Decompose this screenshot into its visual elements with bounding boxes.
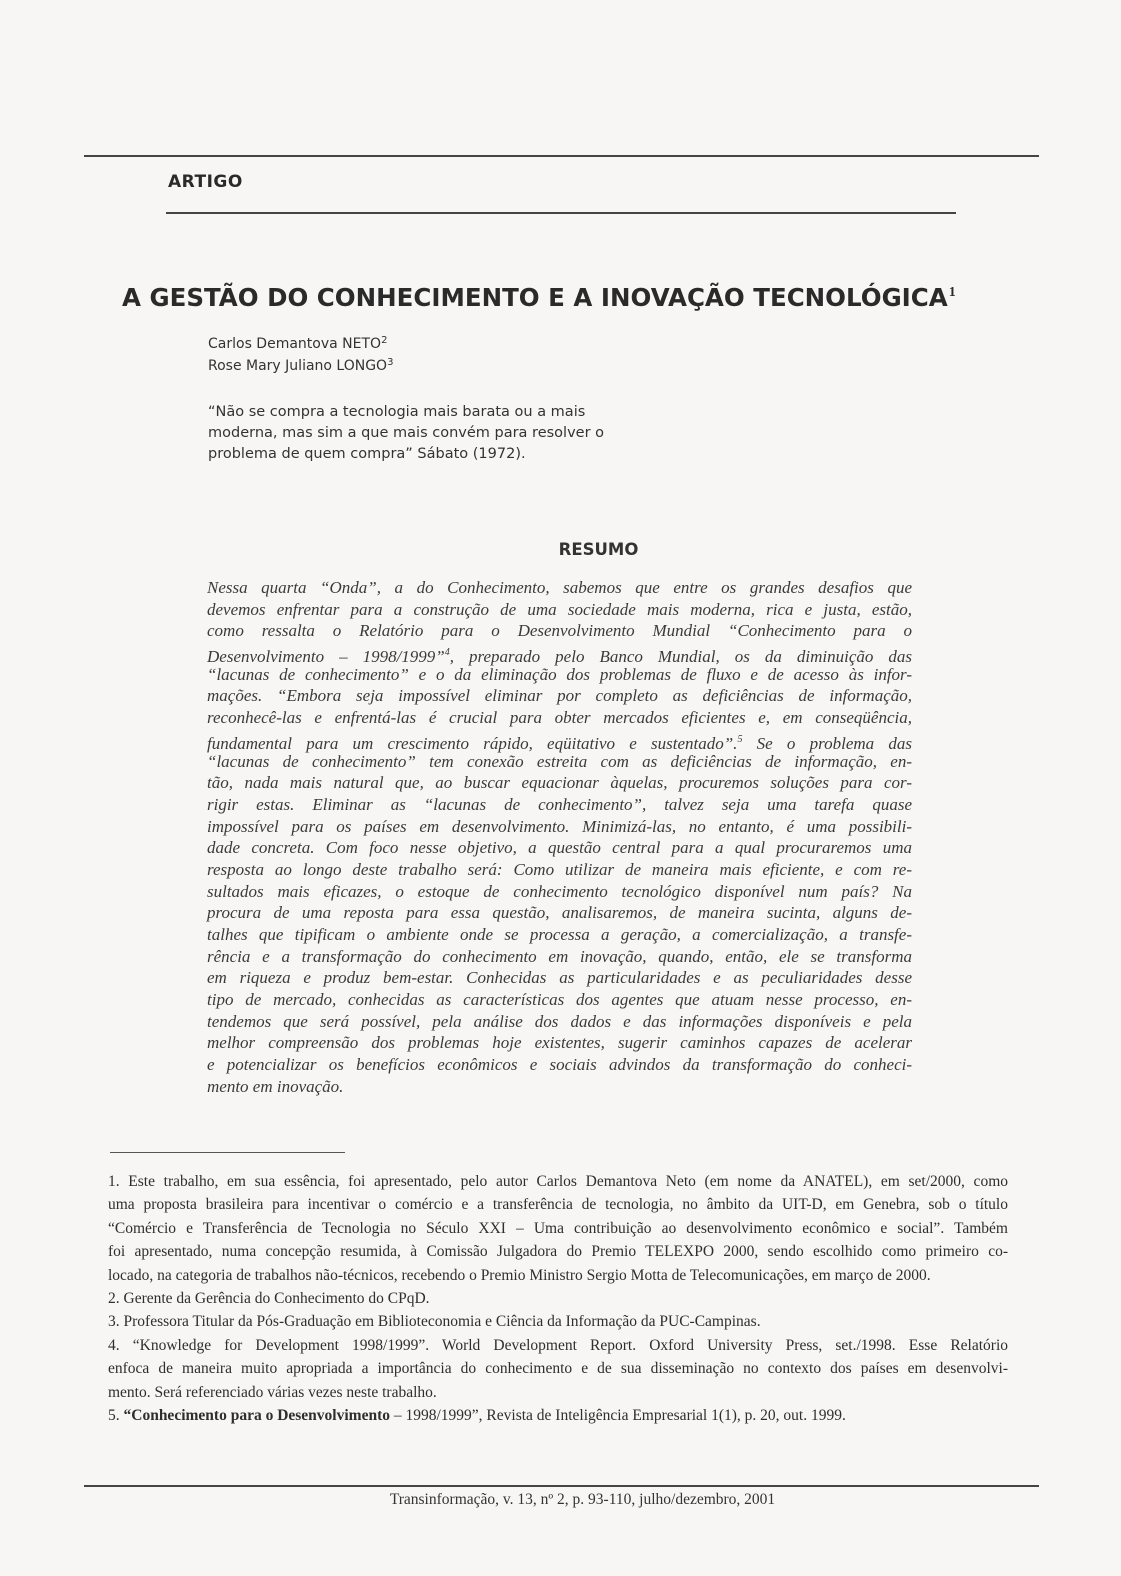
abstract-footnote-marker: 5: [737, 733, 743, 745]
abstract-line: talhes que tipificam o ambiente onde se processa a geração, a comercialização, a transfe-: [207, 925, 912, 944]
abstract-line: mento em inovação.: [207, 1076, 344, 1096]
abstract-heading-text: RESUMO: [558, 540, 639, 559]
footnote-part: – 1998/1999”, Revista de Inteligência Empresarial 1(1), p. 20, out. 1999.: [390, 1406, 846, 1424]
abstract-line: e potencializar os benefícios econômicos e sociais advindos da transformação do conheci-: [207, 1055, 912, 1075]
footnote-line: 1. Este trabalho, em sua essência, foi apresentado, pelo autor Carlos Demantova Neto (em nome da ANATEL), em set/2000, como: [108, 1173, 1008, 1190]
abstract-line: “lacunas de conhecimento” tem conexão estreita com as deficiências de informação, en-: [207, 751, 912, 771]
footnote-line: 2. Gerente da Gerência do Conhecimento do CPqD.: [108, 1289, 430, 1307]
abstract-line: em riqueza e produz bem-estar. Conhecidas as particularidades e as peculiaridades desse: [207, 968, 912, 988]
abstract-line: dade concreta. Com foco nesse objetivo, a questão central para a qual procuraremos uma: [207, 838, 912, 858]
abstract-line: [207, 642, 912, 667]
abstract-line: rência e a transformação do conhecimento em inovação, quando, então, ele se transforma: [207, 946, 912, 966]
abstract-line: procura de uma reposta para essa questão, analisaremos, de maneira sucinta, alguns de-: [207, 903, 912, 923]
footnote-line: uma proposta brasileira para incentivar o comércio e a transferência de tecnologia, no âmbito da UIT-D, em Genebra, sob o título: [108, 1196, 1008, 1214]
epigraph: “Não se compra a tecnologia mais barata ou a mais moderna, mas sim a que mais convém para resolver o problema de quem compra” Sábato (1972).: [208, 404, 605, 462]
author-list: [208, 330, 393, 374]
abstract-line: devemos enfrentar para a construção de uma sociedade mais moderna, rica e justa, estão,: [207, 599, 912, 619]
abstract-line: Nessa quarta “Onda”, a do Conhecimento, sabemos que entre os grandes desafios que: [207, 578, 912, 597]
article-title-text: A GESTÃO DO CONHECIMENTO E A INOVAÇÃO TECNOLÓGICA: [122, 283, 948, 312]
journal-citation: [0, 1491, 1121, 1509]
article-title: [122, 283, 1042, 312]
abstract-line: melhor compreensão dos problemas hoje existentes, sugerir caminhos capazes de acelerar: [207, 1033, 912, 1053]
abstract-footnote-marker: 4: [444, 647, 450, 659]
footnote-line: “Comércio e Transferência de Tecnologia no Século XXI – Uma contribuição ao desenvolvimento econômico e social”. Também: [108, 1219, 1008, 1237]
abstract-line: tão, nada mais natural que, ao buscar equacionar àquelas, procuremos soluções para cor-: [207, 773, 912, 793]
abstract-line-part: Desenvolvimento – 1998/1999”: [207, 647, 445, 667]
author-footnote-marker: 2: [381, 335, 388, 346]
title-footnote-marker: 1: [948, 285, 956, 300]
author-name: Rose Mary Juliano LONGO: [208, 358, 388, 374]
abstract-line-part: fundamental para um crescimento rápido, eqüitativo e sustentado”.: [207, 733, 738, 753]
top-rule: [84, 155, 1039, 157]
footnote-part: 5.: [108, 1406, 124, 1424]
abstract-heading: [0, 540, 1121, 559]
abstract: [207, 577, 912, 1098]
footnote-line: foi apresentado, numa concepção resumida, à Comissão Julgadora do Premio TELEXPO 2000, sendo escolhido como primeiro co-: [108, 1243, 1008, 1261]
author-footnote-marker: 3: [387, 357, 394, 368]
bottom-rule: [84, 1485, 1039, 1487]
abstract-line: [207, 729, 912, 751]
abstract-line-part: Se o problema das: [742, 733, 912, 753]
author: [208, 352, 393, 374]
abstract-line: sultados mais eficazes, o estoque de conhecimento tecnológico disponível num país? Na: [207, 881, 912, 901]
footnote-line: mento. Será referenciado várias vezes neste trabalho.: [108, 1383, 437, 1401]
footnote-line: 3. Professora Titular da Pós-Graduação em Biblioteconomia e Ciência da Informação da PUC-Campinas.: [108, 1313, 761, 1331]
author: [208, 330, 393, 352]
footnote-line: enfoca de maneira muito apropriada a importância do conhecimento e de sua disseminação no contexto dos países em desenvolvi-: [108, 1360, 1008, 1378]
footnotes: [108, 1170, 1008, 1427]
footnote-separator: [110, 1152, 345, 1153]
footnote-line: 4. “Knowledge for Development 1998/1999”. World Development Report. Oxford University Press, set./1998. Esse Relatório: [108, 1336, 1008, 1354]
footnote-line: [108, 1404, 1008, 1427]
section-rule: [166, 212, 956, 214]
footnote-bold-title: “Conhecimento para o Desenvolvimento: [123, 1406, 390, 1424]
footnote-line: locado, na categoria de trabalhos não-técnicos, recebendo o Premio Ministro Sergio Motta de Telecomunicações, em março de 2000.: [108, 1266, 931, 1284]
abstract-line: “lacunas de conhecimento” e o da eliminação dos problemas de fluxo e de acesso às infor-: [207, 664, 912, 684]
journal-citation-text: Transinformação, v. 13, nº 2, p. 93-110, julho/dezembro, 2001: [389, 1491, 776, 1508]
abstract-line: rigir estas. Eliminar as “lacunas de conhecimento”, talvez seja uma tarefa quase: [207, 794, 912, 814]
abstract-line-part: , preparado pelo Banco Mundial, os da diminuição das: [449, 647, 912, 667]
abstract-line: resposta ao longo deste trabalho será: Como utilizar de maneira mais eficiente, e com re-: [207, 859, 912, 879]
abstract-line: impossível para os países em desenvolvimento. Minimizá-las, no entanto, é uma possibili-: [207, 816, 912, 836]
section-label: ARTIGO: [168, 172, 243, 192]
abstract-line: tipo de mercado, conhecidas as características dos agentes que atuam nesse processo, en-: [207, 990, 912, 1010]
abstract-line: tendemos que será possível, pela análise dos dados e das informações disponíveis e pela: [207, 1011, 912, 1031]
abstract-line: mações. “Embora seja impossível eliminar por completo as deficiências de informação,: [207, 686, 912, 706]
author-name: Carlos Demantova NETO: [208, 336, 382, 352]
abstract-line: como ressalta o Relatório para o Desenvolvimento Mundial “Conhecimento para o: [207, 621, 912, 641]
abstract-line: reconhecê-las e enfrentá-las é crucial para obter mercados eficientes e, em conseqüência,: [207, 708, 912, 728]
